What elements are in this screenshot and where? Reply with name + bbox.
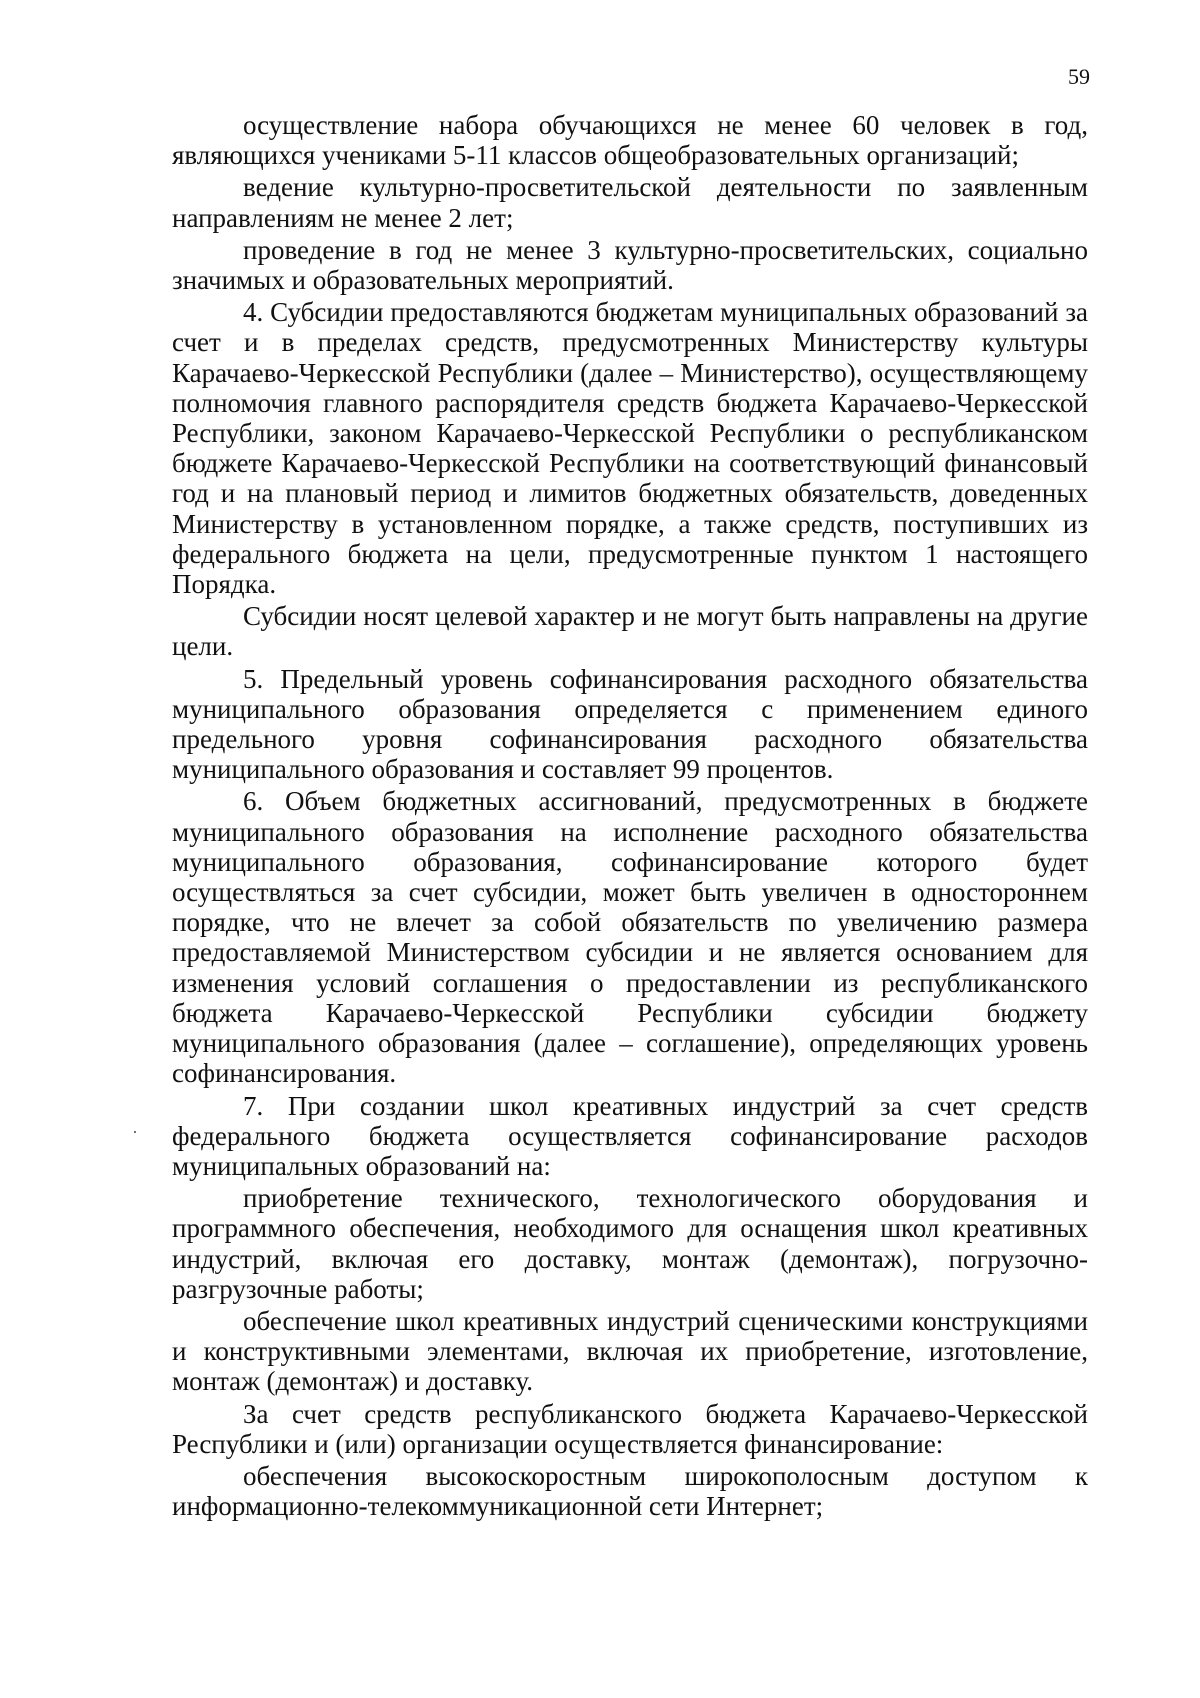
page-number: 59	[1068, 64, 1090, 89]
paragraph-republic-funding: За счет средств республиканского бюджета Карачаево-Черкесской Республики и (или) организации осуществляется финансирование:	[172, 1398, 1088, 1459]
scan-speck	[134, 1131, 136, 1133]
paragraph-clause-5: 5. Предельный уровень софинансирования расходного обязательства муниципального образования определяется с применением единого предельного уровня софинансирования расходного обязательства муниципального образования и составляет 99 процентов.	[172, 663, 1088, 785]
paragraph-clause-7: 7. При создании школ креативных индустрий за счет средств федерального бюджета осуществляется софинансирование расходов муниципальных образований на:	[172, 1090, 1088, 1181]
paragraph-enrollment: осуществление набора обучающихся не менее 60 человек в год, являющихся учениками 5-11 классов общеобразовательных организаций;	[172, 110, 1088, 171]
paragraph-clause-4: 4. Субсидии предоставляются бюджетам муниципальных образований за счет и в пределах средств, предусмотренных Министерству культуры Карачаево-Черкесской Республики (далее – Министерство), осуществляющему полномочия главного распорядителя средств бюджета Карачаево-Черкесской Республики, законом Карачаево-Черкесской Республики о республиканском бюджете Карачаево-Черкесской Республики на соответствующий финансовый год и на плановый период и лимитов бюджетных обязательств, доведенных Министерству в установленном порядке, а также средств, поступивших из федерального бюджета на цели, предусмотренные пунктом 1 настоящего Порядка.	[172, 297, 1088, 600]
document-body	[172, 110, 1088, 1523]
paragraph-clause-6: 6. Объем бюджетных ассигнований, предусмотренных в бюджете муниципального образования на исполнение расходного обязательства муниципального образования, софинансирование которого будет осуществляться за счет субсидии, может быть увеличен в одностороннем порядке, что не влечет за собой обязательств по увеличению размера предоставляемой Министерством субсидии и не является основанием для изменения условий соглашения о предоставлении из республиканского бюджета Карачаево-Черкесской Республики субсидии бюджету муниципального образования (далее – соглашение), определяющих уровень софинансирования.	[172, 786, 1088, 1089]
paragraph-events: проведение в год не менее 3 культурно-просветительских, социально значимых и образовательных мероприятий.	[172, 234, 1088, 296]
paragraph-stage-structures: обеспечение школ креативных индустрий сценическими конструкциями и конструктивными элементами, включая их приобретение, изготовление, монтаж (демонтаж) и доставку.	[172, 1305, 1088, 1397]
paragraph-cultural-activity: ведение культурно-просветительской деятельности по заявленным направлениям не менее 2 лет;	[172, 172, 1088, 233]
paragraph-target-purpose: Субсидии носят целевой характер и не могут быть направлены на другие цели.	[172, 601, 1088, 662]
paragraph-internet-access: обеспечения высокоскоростным широкополосным доступом к информационно-телекоммуникационной сети Интернет;	[172, 1460, 1088, 1522]
paragraph-equipment: приобретение технического, технологического оборудования и программного обеспечения, необходимого для оснащения школ креативных индустрий, включая его доставку, монтаж (демонтаж), погрузочно-разгрузочные работы;	[172, 1183, 1088, 1304]
